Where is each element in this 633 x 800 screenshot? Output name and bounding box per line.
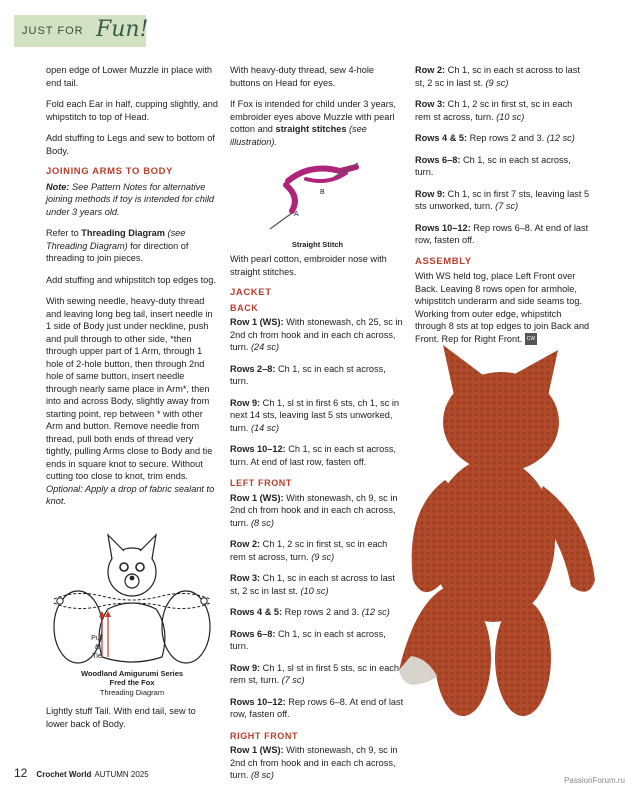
row-instruction: Row 9: Ch 1, sl st in first 5 sts, sc in each rem st, turn. (7 sc) <box>230 662 400 685</box>
issue-label: AUTUMN 2025 <box>94 770 149 779</box>
paragraph: open edge of Lower Muzzle in place with end tail. <box>46 65 212 88</box>
row-instruction: Rows 6–8: Ch 1, sc in each st across, turn. <box>415 154 571 177</box>
threading-diagram-art <box>46 517 218 667</box>
row-instruction: Rows 4 & 5: Rep rows 2 and 3. (12 sc) <box>230 607 390 617</box>
threading-diagram <box>46 517 218 667</box>
row-instruction: Row 2: Ch 1, 2 sc in first st, sc in each rem st across, turn. (9 sc) <box>230 539 388 562</box>
row-instruction: Row 2: Ch 1, sc in each st across to last st, 2 sc in last st. (9 sc) <box>415 65 580 88</box>
row-instruction: Rows 4 & 5: Rep rows 2 and 3. (12 sc) <box>415 133 575 143</box>
paragraph: With heavy-duty thread, sew 4-hole buttons on Head for eyes. <box>230 65 375 88</box>
straight-stitch-art <box>230 157 405 249</box>
banner-lead: JUST FOR <box>22 25 84 37</box>
column-2 <box>230 64 405 791</box>
paragraph: Add stuffing to Legs and sew to bottom of Body. <box>46 133 215 156</box>
paragraph-assembly: With WS held tog, place Left Front over Back. Leaving 8 rows open for armhole, whipstitch underarm and side seams tog. Working from outer edge, whipstitch through 8 sts at top edges to join Back and Front. Rep for Right Front. CW <box>415 271 590 344</box>
row-instruction: Rows 10–12: Rep rows 6–8. At end of last row, fasten off. <box>415 222 589 245</box>
diagram-caption: Woodland Amigurumi Series Fred the Fox Threading Diagram <box>80 668 184 697</box>
row-instruction: Row 1 (WS): With stonewash, ch 25, sc in 2nd ch from hook and in each ch across, turn. (24 sc) <box>230 317 403 352</box>
paragraph: Add stuffing and whipstitch top edges tog. <box>46 274 216 285</box>
banner-fun: Fun! <box>96 17 149 42</box>
column-1 <box>46 64 218 739</box>
heading-right-front: RIGHT FRONT <box>230 730 299 741</box>
paragraph-refer: Refer to Threading Diagram (see Threading Diagram) for direction of threading to join pieces. <box>46 228 189 263</box>
row-instruction: Row 1 (WS): With stonewash, ch 9, sc in 2nd ch from hook and in each ch across, turn. (8 sc) <box>230 745 398 780</box>
section-banner <box>14 15 149 47</box>
row-instruction: Row 1 (WS): With stonewash, ch 9, sc in 2nd ch from hook and in each ch across, turn. (8 sc) <box>230 492 398 528</box>
row-instruction: Row 9: Ch 1, sc in first 7 sts, leaving last 5 sts unworked, turn. (7 sc) <box>415 188 590 211</box>
straight-stitch-illustration <box>230 157 405 249</box>
paragraph: If Fox is intended for child under 3 years, embroider eyes above Muzzle with pearl cotton and straight stitches (see illustration). <box>230 99 396 147</box>
magazine-title: Crochet World <box>36 770 92 779</box>
label-a: A <box>294 211 299 218</box>
row-instruction: Row 3: Ch 1, 2 sc in first st, sc in each rem st across, turn. (10 sc) <box>415 99 573 122</box>
paragraph: With pearl cotton, embroider nose with straight stitches. <box>230 254 387 277</box>
row-instruction: Row 3: Ch 1, sc in each st across to last st, 2 sc in last st. (10 sc) <box>230 573 395 596</box>
row-instruction: Row 9: Ch 1, sl st in first 6 sts, ch 1, sc in next 14 sts, leaving last 5 sts unworked, turn. (14 sc) <box>230 397 400 433</box>
fox-photo <box>383 340 633 740</box>
paragraph: Lightly stuff Tail. With end tail, sew to lower back of Body. <box>46 706 196 729</box>
column-3 <box>415 64 590 354</box>
heading-jacket: JACKET <box>230 287 272 298</box>
heading-assembly: ASSEMBLY <box>415 255 472 267</box>
paragraph-threading: With sewing needle, heavy-duty thread and leaving long beg tail, insert needle in 1 side of Body just under neckline, push and pull through to other side, *then through upper part of 1 Arm, through 1 hole of 2-hole button, then through 2nd hole of same button, insert needle through nearly same place in Arm*, then into and across Body, slightly away from starting point, rep between * with other Arm and button. Remove needle from thread, pull both ends of thread very tightly, pulling Arms close to Body and tie ends in square knot to secure. Without cutting too close to knot, trim ends. Optional: Apply a drop of fabric sealant to knot. <box>46 296 215 506</box>
illustration-caption: Straight Stitch <box>291 240 344 249</box>
paragraph: Fold each Ear in half, cupping slightly, and whipstitch to top of Head. <box>46 99 218 122</box>
heading-joining-arms: JOINING ARMS TO BODY <box>46 166 174 177</box>
watermark: PassionForum.ru <box>564 776 625 785</box>
row-instruction: Rows 2–8: Ch 1, sc in each st across, turn. <box>230 363 386 386</box>
end-mark: CW <box>525 333 537 346</box>
label-b: B <box>320 189 325 196</box>
row-instruction: Rows 10–12: Ch 1, sc in each st across, turn. At end of last row, fasten off. <box>230 444 396 467</box>
row-instruction: Rows 10–12: Rep rows 6–8. At end of last row, fasten off. <box>230 696 404 719</box>
row-instruction: Rows 6–8: Ch 1, sc in each st across, turn. <box>230 628 386 651</box>
note: Note: See Pattern Notes for alternative joining methods if toy is intended for child under 3 years old. <box>46 181 215 217</box>
heading-left-front: LEFT FRONT <box>230 478 292 488</box>
heading-back: BACK <box>230 302 259 313</box>
page-footer <box>14 766 149 780</box>
page-number: 12 <box>14 766 28 780</box>
diagram-label-pull: Pull & Tie <box>91 634 103 660</box>
